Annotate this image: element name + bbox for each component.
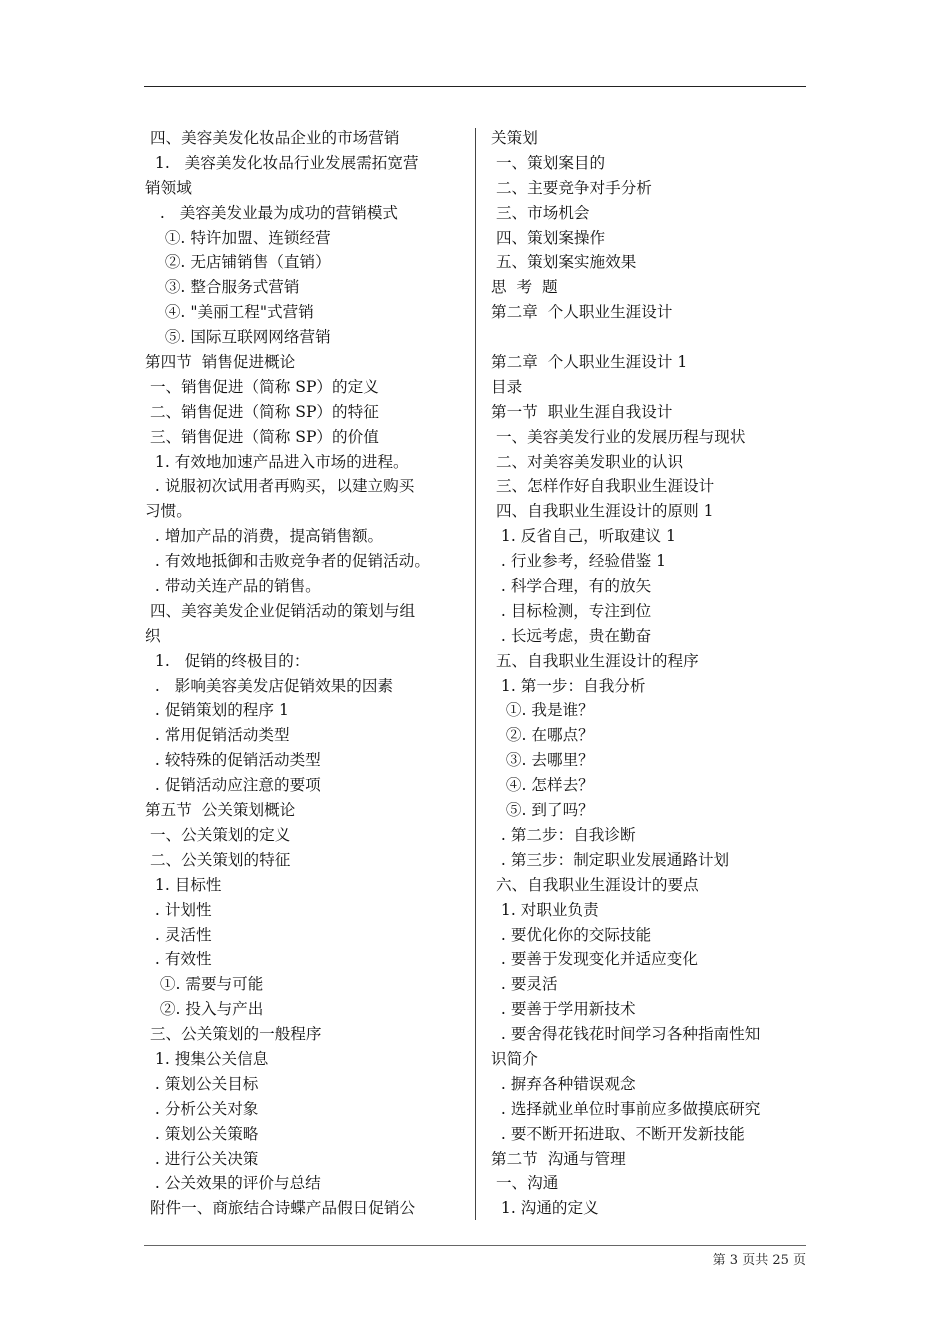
outline-line: . 促销活动应注意的要项	[145, 776, 321, 795]
outline-line: 目录	[491, 377, 523, 396]
outline-line: ④. 怎样去？	[491, 776, 594, 795]
outline-line: . 常用促销活动类型	[145, 726, 290, 745]
outline-line: 1. 对职业负责	[491, 900, 599, 919]
outline-line: 思 考 题	[491, 278, 558, 297]
outline-line: 第二节 沟通与管理	[491, 1149, 626, 1168]
outline-line: . 要不断开拓进取、不断开发新技能	[491, 1124, 745, 1143]
outline-line: . 进行公关决策	[145, 1149, 259, 1168]
outline-line: 五、策划案实施效果	[491, 253, 637, 272]
outline-line: . 公关效果的评价与总结	[145, 1174, 321, 1193]
outline-line: 四、自我职业生涯设计的原则 1	[491, 502, 714, 521]
outline-line: 第一节 职业生涯自我设计	[491, 402, 673, 421]
outline-line: ⑤. 国际互联网网络营销	[145, 328, 331, 347]
outline-line: . 摒弃各种错误观念	[491, 1074, 636, 1093]
outline-line: . 科学合理，有的放矢	[491, 577, 652, 596]
outline-line: . 说服初次试用者再购买，以建立购买	[145, 477, 415, 496]
outline-line: 第二章 个人职业生涯设计 1	[491, 353, 688, 372]
outline-line: . 美容美发业最为成功的营销模式	[145, 203, 399, 222]
outline-line: . 要舍得花钱花时间学习各种指南性知	[491, 1025, 761, 1044]
outline-line: 1. 目标性	[145, 875, 222, 894]
outline-line: 四、美容美发化妆品企业的市场营销	[145, 129, 400, 147]
outline-line: . 分析公关对象	[145, 1099, 259, 1118]
outline-line: 二、公关策划的特征	[145, 850, 291, 869]
left-column	[145, 126, 470, 1221]
outline-line: 1. 第一步：自我分析	[491, 676, 646, 695]
outline-line: ①. 需要与可能	[145, 975, 264, 994]
outline-line: . 影响美容美发店促销效果的因素	[145, 676, 394, 695]
outline-line: ⑤. 到了吗？	[491, 801, 594, 820]
footer-rule	[144, 1245, 806, 1246]
outline-line: 三、怎样作好自我职业生涯设计	[491, 477, 715, 496]
outline-line: . 目标检测，专注到位	[491, 601, 652, 620]
outline-line: 习惯。	[145, 502, 192, 521]
outline-line: . 增加产品的消费，提高销售额。	[145, 527, 384, 546]
outline-line: . 促销策划的程序 1	[145, 701, 289, 720]
outline-line: . 计划性	[145, 900, 212, 919]
outline-line	[491, 325, 809, 350]
outline-line: 织	[145, 626, 161, 645]
outline-line: 一、美容美发行业的发展历程与现状	[491, 427, 746, 446]
outline-line: 一、沟通	[491, 1174, 559, 1193]
outline-line: . 策划公关策略	[145, 1124, 259, 1143]
header-rule	[144, 86, 806, 87]
outline-line: 第二章 个人职业生涯设计	[491, 303, 673, 322]
outline-line: . 要灵活	[491, 975, 558, 994]
outline-line: 三、销售促进（简称 SP）的价值	[145, 427, 379, 446]
outline-line: 五、自我职业生涯设计的程序	[491, 651, 699, 670]
outline-line: 一、公关策划的定义	[145, 825, 291, 844]
outline-line: . 长远考虑，贵在勤奋	[491, 626, 652, 645]
outline-line: . 灵活性	[145, 925, 212, 944]
outline-line: 二、主要竞争对手分析	[491, 178, 652, 197]
outline-line: ②. 在哪点？	[491, 726, 594, 745]
outline-line: ②. 无店铺销售（直销）	[145, 253, 331, 272]
outline-line: . 较特殊的促销活动类型	[145, 751, 321, 770]
outline-line: 二、对美容美发职业的认识	[491, 452, 684, 471]
outline-line: 识简介	[491, 1049, 538, 1068]
outline-line: ①. 我是谁？	[491, 701, 594, 720]
outline-line: . 策划公关目标	[145, 1074, 259, 1093]
outline-line: ④. "美丽工程"式营销	[145, 303, 314, 322]
outline-line: ③. 去哪里？	[491, 751, 594, 770]
page-number: 第 3 页共 25 页	[712, 1253, 806, 1268]
outline-line: 二、销售促进（简称 SP）的特征	[145, 402, 379, 421]
outline-line: . 第三步：制定职业发展通路计划	[491, 850, 730, 869]
outline-line: . 要善于学用新技术	[491, 1000, 636, 1019]
outline-line: 1. 沟通的定义	[491, 1199, 599, 1218]
outline-line: 四、策划案操作	[491, 228, 606, 247]
outline-line: . 行业参考，经验借鉴 1	[491, 552, 667, 571]
outline-line: 关策划	[491, 129, 538, 147]
outline-line: 一、策划案目的	[491, 153, 606, 172]
outline-line: . 带动关连产品的销售。	[145, 577, 321, 596]
column-divider	[475, 128, 476, 1220]
outline-line: 1. 美容美发化妆品行业发展需拓宽营	[145, 153, 419, 172]
right-column	[491, 126, 809, 1221]
outline-line: ①. 特许加盟、连锁经营	[145, 228, 331, 247]
outline-line: 第五节 公关策划概论	[145, 801, 296, 820]
outline-line: 四、美容美发企业促销活动的策划与组	[145, 601, 416, 620]
outline-line: 第四节 销售促进概论	[145, 353, 296, 372]
outline-line: ②. 投入与产出	[145, 1000, 264, 1019]
outline-line: . 有效性	[145, 950, 212, 969]
outline-line: ③. 整合服务式营销	[145, 278, 300, 297]
outline-line: 一、销售促进（简称 SP）的定义	[145, 377, 379, 396]
outline-line: . 选择就业单位时事前应多做摸底研究	[491, 1099, 761, 1118]
outline-line: . 要善于发现变化并适应变化	[491, 950, 698, 969]
outline-line: 1. 促销的终极目的：	[145, 651, 310, 670]
outline-line: . 要优化你的交际技能	[491, 925, 652, 944]
outline-line: . 有效地抵御和击败竞争者的促销活动。	[145, 552, 430, 571]
outline-line: 六、自我职业生涯设计的要点	[491, 875, 699, 894]
outline-line: 三、市场机会	[491, 203, 590, 222]
outline-line: 三、公关策划的一般程序	[145, 1025, 322, 1044]
outline-line: . 第二步：自我诊断	[491, 825, 636, 844]
outline-line: 1. 搜集公关信息	[145, 1049, 269, 1068]
outline-line: 销领域	[145, 178, 192, 197]
outline-line: 1. 有效地加速产品进入市场的进程。	[145, 452, 409, 471]
outline-line: 1. 反省自己，听取建议 1	[491, 527, 676, 546]
outline-line: 附件一、商旅结合诗蝶产品假日促销公	[145, 1199, 416, 1218]
